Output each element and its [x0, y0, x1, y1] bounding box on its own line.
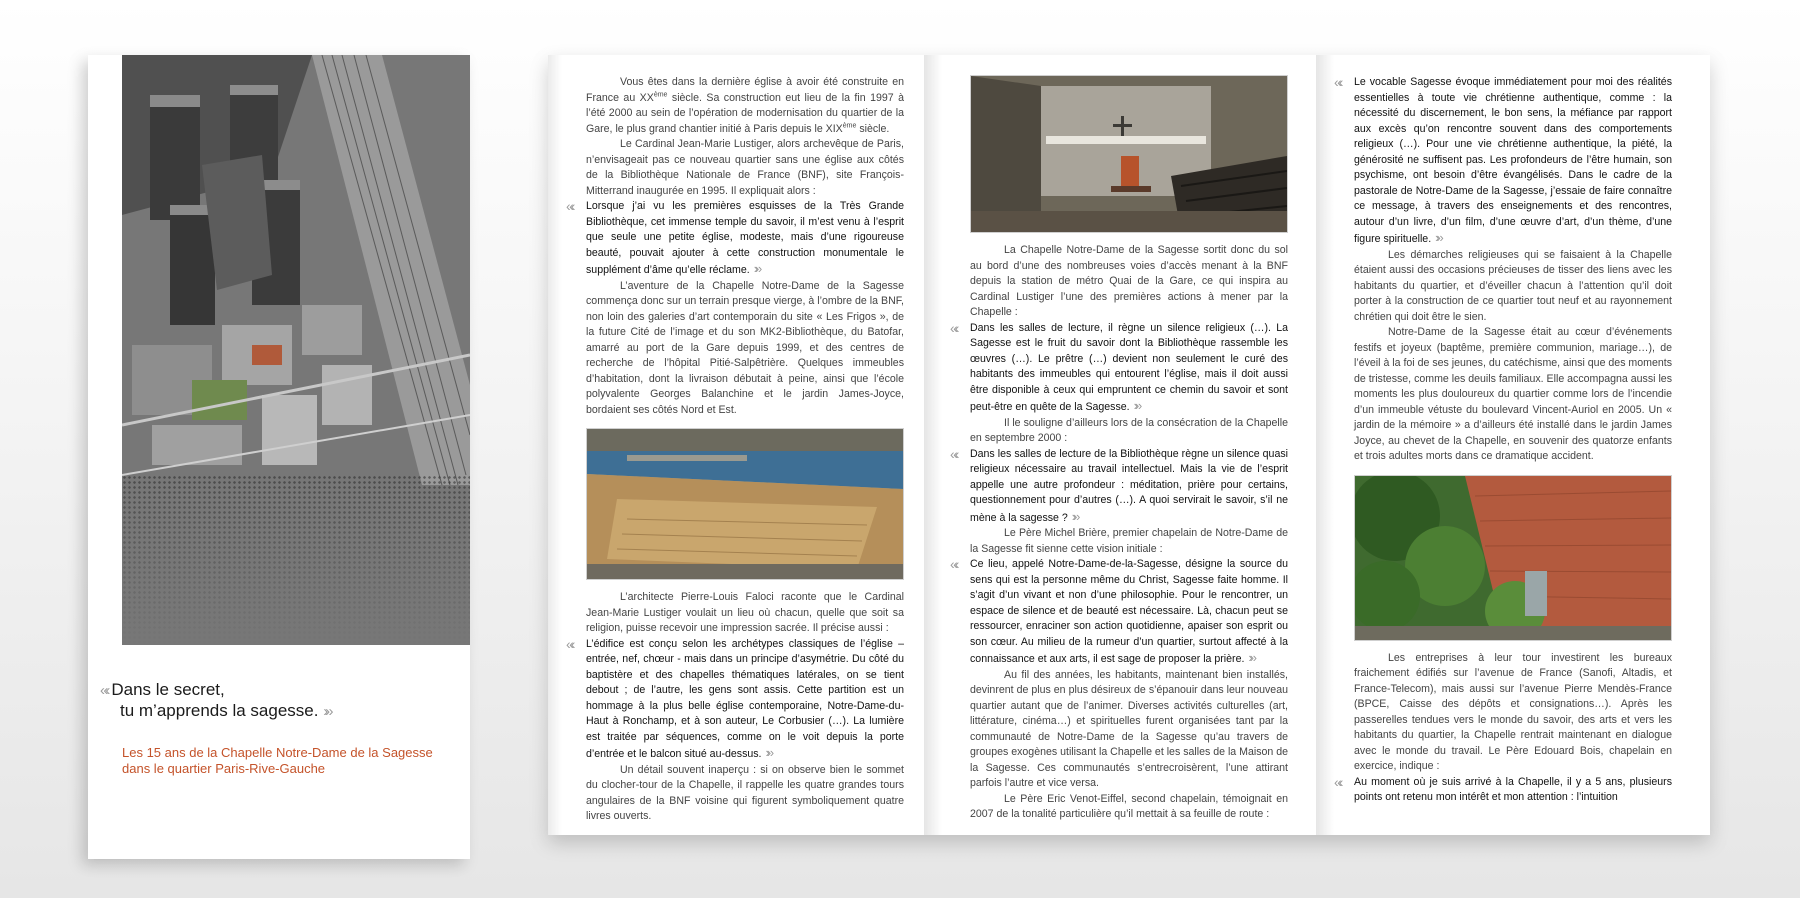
open-quote-mark: «‹ — [1334, 74, 1341, 90]
quote-paragraph: «‹ Lorsque j’ai vu les premières esquisses de la Très Grande Bibliothèque, cet immense temple du savoir, il m’est venu à l’esprit que seule une petite église, modeste, mais d’une rigoureuse beauté, pouvait ajouter à cette construction monumentale le supplément d’âme qu’elle réclame. ›» — [566, 198, 904, 276]
close-quote-mark: ›» — [1435, 230, 1441, 245]
paragraph: La Chapelle Notre-Dame de la Sagesse sortit donc du sol au bord d’une des nombreuses voies d’accès menant à la BNF depuis la station de métro Quai de la Gare, ce qui inspira au Cardinal Lustiger l’une des premières actions à mener par la Chapelle : — [970, 244, 1288, 318]
close-quote-mark: ›» — [1133, 398, 1140, 413]
quote-paragraph: «‹ L’édifice est conçu selon les archétypes classiques de l’église – entrée, nef, chœur - mais dans un principe d’asymétrie. Du côté du baptistère et des chapelles thématiques latérales, on se tient debout ; de l’autre, les gens sont assis. Cette partition est un hommage à la plus belle église contemporaine, Notre-Dame-du-Haut à Ronchamp, et à son auteur, Le Corbusier (…). La lumière est traitée par séquences, comme on le voit depuis la porte d’entrée et le balcon situé au-dessus. ›» — [566, 635, 904, 760]
cover-quote-line1: Dans le secret, — [111, 680, 225, 699]
brochure-inner-spread — [548, 55, 1710, 835]
cover-quote — [100, 680, 460, 722]
close-quote-mark: ›» — [1071, 508, 1078, 524]
paragraph: Les démarches religieuses qui se faisaient à la Chapelle étaient aussi des occasions précieuses de tisser des liens avec les habitants du quartier, et d’éveiller chacun à l’attention qu’il doit porter à la construction de ce quartier tout neuf et au rayonnement chrétien qui doit être le sien. — [1354, 248, 1672, 323]
paragraph: Au fil des années, les habitants, maintenant bien installés, devinrent de plus en plus désireux de s’épanouir dans leur nouveau quartier autant que de l’animer. Diverses activités culturelles (art, littérature, cinéma…) et spirituelles furent organisées tant par la communauté de Notre-Dame de la Sagesse qu’au travers de groupes exogènes utilisant la Chapelle et les salles de la Maison de la Sagesse. Ces communautés s’entrecroisèrent, l’une attirant parfois l’autre et vice versa. — [970, 668, 1289, 789]
cover-quote-line2: tu m’apprends la sagesse. — [120, 701, 319, 720]
quote-paragraph: «‹ Dans les salles de lecture, il règne un silence religieux (…). La Sagesse est le fruit du savoir dont la Bibliothèque rassemble les œuvres (…). Le prêtre (…) devient non seulement le curé des habitants des immeubles qui entourent l’église, mais il doit aussi être disponible à ceux qui empruntent ce chemin du savoir et sont peut-être en quête de la Sagesse. ›» — [950, 319, 1288, 413]
fold-shadow-left — [548, 55, 562, 835]
paragraph: Un détail souvent inaperçu : si on observe bien le sommet du clocher-tour de la Chapelle, il rappelle les quatre grandes tours angulaires de la BNF voisine qui figurent symboliquement quatre livres ouverts. — [586, 763, 904, 822]
open-quote-mark: «‹ — [1334, 773, 1341, 790]
open-quote-mark: «‹ — [950, 319, 957, 336]
close-quote-mark: ›» — [323, 703, 331, 720]
photo-construction-site-seine — [586, 428, 904, 580]
text-column-1 — [566, 75, 904, 825]
paragraph: Le Père Eric Venot-Eiffel, second chapelain, témoignait en 2007 de la tonalité particulière qu’il mettait à sa feuille de route : — [970, 792, 1288, 820]
fold-shadow-1 — [924, 55, 942, 835]
cover-subtitle — [122, 745, 462, 776]
paragraph: Notre-Dame de la Sagesse était au cœur d’événements festifs et joyeux (baptême, première communion, mariage…), de l’éveil à la foi de ses jeunes, du catéchisme, ainsi que des moments de tristesse, comme les deuils familiaux. Elle accompagna aussi les moments les plus douloureux du quartier comme lors de l’incendie d’un immeuble vétuste du boulevard Vincent-Auriol en 2005. Un « jardin de la mémoire » a d’ailleurs été installé dans le jardin James Joyce, au chevet de la Chapelle, en souvenir des quatorze enfants et trois adultes morts dans ce dramatique accident. — [1354, 326, 1672, 462]
open-quote-mark: «‹ — [566, 198, 573, 214]
paragraph: Vous êtes dans la dernière église à avoir été construite en France au XXème siècle. Sa construction eut lieu de la fin 1997 à l’été 2000 au sein de l’opération de modernisation du quartier de la Gare, le plus grand chantier initié à Paris depuis le XIXème siècle. — [586, 76, 904, 135]
close-quote-mark: ›» — [753, 261, 760, 276]
brochure-cover — [88, 55, 470, 859]
cover-subtitle-line2: dans le quartier Paris-Rive-Gauche — [122, 760, 326, 776]
quote-paragraph: «‹ Dans les salles de lecture de la Bibliothèque règne un silence quasi religieux nécessaire au travail intellectuel. Mais la vie de l’esprit appelle une autre profondeur : méditation, prière pour certains, questionnement pour d’autres (…). A quoi servirait le savoir, s’il ne mène à la sagesse ? ›» — [950, 445, 1288, 524]
close-quote-mark: ›» — [765, 745, 772, 760]
open-quote-mark: «‹ — [566, 635, 573, 652]
close-quote-mark: ›» — [1248, 650, 1254, 665]
halftone-fade — [122, 475, 470, 645]
paragraph: Le Cardinal Jean-Marie Lustiger, alors archevêque de Paris, n’envisageait pas ce nouveau quartier sans une église aux côtés de la Bibliothèque Nationale de France (BNF), site François-Mitterrand inaugurée en 1995. Il expliquait alors : — [586, 138, 904, 197]
quote-paragraph: «‹ Le vocable Sagesse évoque immédiatement pour moi des réalités essentielles à toute vie chrétienne authentique, comme : la nécessité du discernement, le bon sens, la méfiance par rapport aux excès qu’on rencontre souvent dans des comportements religieux (…). Pour une vie chrétienne authentique, la piété, la générosité ne suffisent pas. Les profondeurs de l’être humain, son psychisme, ont besoin d’être évangélisés. Dans le cadre de la pastorale de Notre-Dame de la Sagesse, j’essaie de faire connaître ce message, à travers des enseignements et des rencontres, autour d’un livre, d’un film, d’une œuvre d’art, d’un thème, d’une figure spirituelle. ›» — [1334, 74, 1672, 245]
paragraph: Il le souligne d’ailleurs lors de la consécration de la Chapelle en septembre 2000 : — [970, 416, 1288, 444]
quote-paragraph: «‹ Au moment où je suis arrivé à la Chapelle, il y a 5 ans, plusieurs points ont retenu mon intérêt et mon attention : l’intuition — [1334, 773, 1672, 803]
photo-chapel-interior — [970, 75, 1288, 233]
open-quote-mark: «‹ — [950, 556, 957, 572]
paragraph: L’architecte Pierre-Louis Faloci raconte que le Cardinal Jean-Marie Lustiger voulait un lieu où chacun, quelle que soit sa religion, puisse recevoir une impression sacrée. Il précise aussi : — [586, 591, 904, 634]
paragraph: Les entreprises à leur tour investirent les bureaux fraichement édifiés sur l’avenue de France (Sanofi, Altadis, et France-Telecom), mais aussi sur l’avenue Pierre Mendès-France (BPCE, Caisse des dépôts et consignations…). Après les passerelles tendues vers le monde du savoir, des arts et vers les habitants du quartier, la Chapelle rentrait maintenant en dialogue avec le monde du travail. Le Père Edouard Bois, chapelain en exercice, indique : — [1354, 651, 1672, 772]
paragraph: L’aventure de la Chapelle Notre-Dame de la Sagesse commença donc sur un terrain presque vierge, à l’ombre de la BNF, non loin des galeries d’art contemporain du site « Les Frigos », de la future Cité de l’image et du son MK2-Bibliothèque, du Batofar, amarré au port de la Gare depuis 1999, et des centres de recherche de l’hôpital Pitié-Salpêtrière. Quelques immeubles d’habitation, dont la livraison débutait à peine, ainsi que l’école polyvalente Georges Balanchine et le jardin James-Joyce, bordaient ses côtés Nord et Est. — [586, 279, 904, 416]
text-column-3 — [1334, 74, 1672, 806]
cover-subtitle-line1: Les 15 ans de la Chapelle Notre-Dame de la Sagesse — [122, 745, 433, 760]
aerial-photo-bnf — [122, 55, 470, 645]
fold-shadow-2 — [1316, 55, 1334, 835]
paragraph: Le Père Michel Brière, premier chapelain de Notre-Dame de la Sagesse fit sienne cette vision initiale : — [970, 527, 1288, 555]
open-quote-mark: «‹ — [950, 445, 957, 462]
text-column-2 — [950, 75, 1289, 823]
photo-chapel-garden — [1354, 475, 1672, 641]
quote-paragraph: «‹ Ce lieu, appelé Notre-Dame-de-la-Sagesse, désigne la source du sens qui est la personne même du Christ, Sagesse faite homme. Il s’agit d’un vivant et non d’une philosophie. Pour le rencontrer, un espace de silence et de beauté est nécessaire. Là, chacun peut se ressourcer, enraciner son action quotidienne, apaiser son esprit ou son cœur. Au milieu de la rumeur d’un quartier, surtout affecté à la connaissance et aux arts, il est sage de proposer la prière. ›» — [950, 556, 1288, 665]
open-quote-mark: «‹ — [100, 682, 108, 699]
